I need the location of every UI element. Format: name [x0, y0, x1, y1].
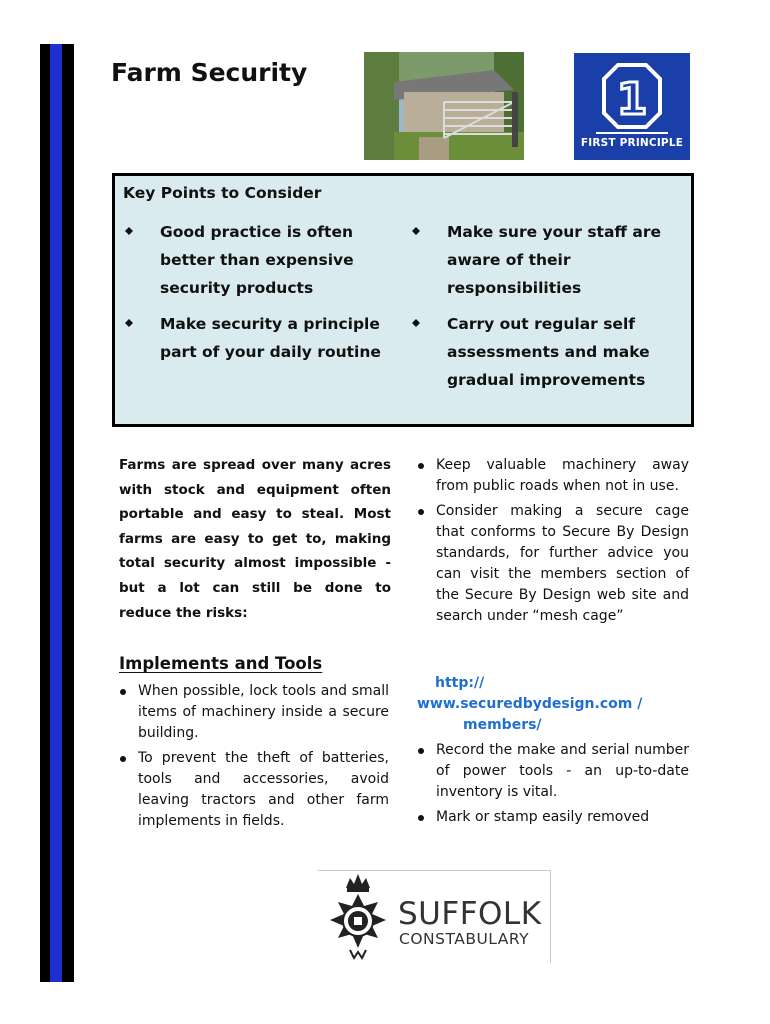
bullet-dot-icon [120, 756, 126, 762]
key-point [412, 218, 661, 302]
secured-by-design-link[interactable] [417, 673, 689, 736]
key-point [125, 310, 381, 366]
key-point-line: Good practice is often [160, 223, 354, 241]
diamond-bullet-icon [125, 319, 133, 327]
key-point-line: security products [160, 279, 314, 297]
list-item [417, 807, 689, 828]
list-item [417, 455, 689, 497]
link-line[interactable]: members/ [463, 717, 542, 733]
list-item-text: Consider making a secure cage that conforms to Secure By Design standards, for further advice you can visit the members section of the Secure By Design web site and search under “mesh cage” [436, 503, 689, 624]
bullet-dot-icon [418, 509, 424, 515]
badge-label: FIRST PRINCIPLE [580, 137, 684, 149]
key-point [412, 310, 650, 394]
diamond-bullet-icon [412, 227, 420, 235]
bullet-dot-icon [418, 815, 424, 821]
link-line[interactable]: www.securedbydesign.com / [417, 696, 643, 712]
list-item-text: Record the make and serial number of power tools - an up-to-date inventory is vital. [436, 742, 689, 800]
link-line[interactable]: http:// [435, 675, 485, 691]
key-points-heading: Key Points to Consider [123, 184, 322, 202]
list-item [119, 681, 389, 744]
first-principle-badge [574, 53, 690, 160]
key-point-line: Carry out regular self [447, 315, 636, 333]
side-decoration-bar [40, 44, 74, 982]
page-title: Farm Security [111, 58, 308, 87]
diamond-bullet-icon [125, 227, 133, 235]
key-point-line: better than expensive [160, 251, 354, 269]
logo-word-suffolk: SUFFOLK [398, 896, 542, 932]
intro-paragraph: Farms are spread over many acres with stock and equipment often portable and easy to steal. Most farms are easy to get to, making total security almost impossible - but a lot can still be done to reduce the risks: [119, 457, 391, 621]
intro-column [119, 453, 391, 625]
principle-1-icon [574, 53, 690, 137]
diamond-bullet-icon [412, 319, 420, 327]
bullet-dot-icon [418, 463, 424, 469]
list-item-text: When possible, lock tools and small items of machinery inside a secure building. [138, 683, 389, 741]
bullet-dot-icon [120, 689, 126, 695]
key-point [125, 218, 354, 302]
list-item-text: Keep valuable machinery away from public roads when not in use. [436, 457, 689, 494]
farm-gate-photo [364, 52, 524, 160]
machinery-list [417, 455, 689, 631]
list-item [417, 740, 689, 803]
list-item [119, 748, 389, 832]
key-point-line: gradual improvements [447, 371, 646, 389]
badge-numeral: 1 [616, 74, 648, 125]
list-item [417, 501, 689, 627]
logo-word-constabulary: CONSTABULARY [399, 930, 530, 948]
suffolk-constabulary-logo [318, 870, 550, 962]
side-bar-blue-stripe [50, 44, 62, 982]
key-point-line: assessments and make [447, 343, 650, 361]
list-item-text: Mark or stamp easily removed [436, 809, 650, 825]
implements-list [119, 681, 389, 836]
key-point-line: Make security a principle [160, 315, 380, 333]
police-crest-icon [320, 870, 396, 962]
key-point-line: responsibilities [447, 279, 582, 297]
implements-heading: Implements and Tools [119, 654, 323, 673]
key-point-line: part of your daily routine [160, 343, 381, 361]
bullet-dot-icon [418, 748, 424, 754]
key-point-line: Make sure your staff are [447, 223, 661, 241]
key-point-line: aware of their [447, 251, 571, 269]
key-points-box [112, 173, 694, 427]
list-item-text: To prevent the theft of batteries, tools and accessories, avoid leaving tractors and other farm implements in fields. [138, 750, 389, 829]
inventory-list [417, 740, 689, 832]
